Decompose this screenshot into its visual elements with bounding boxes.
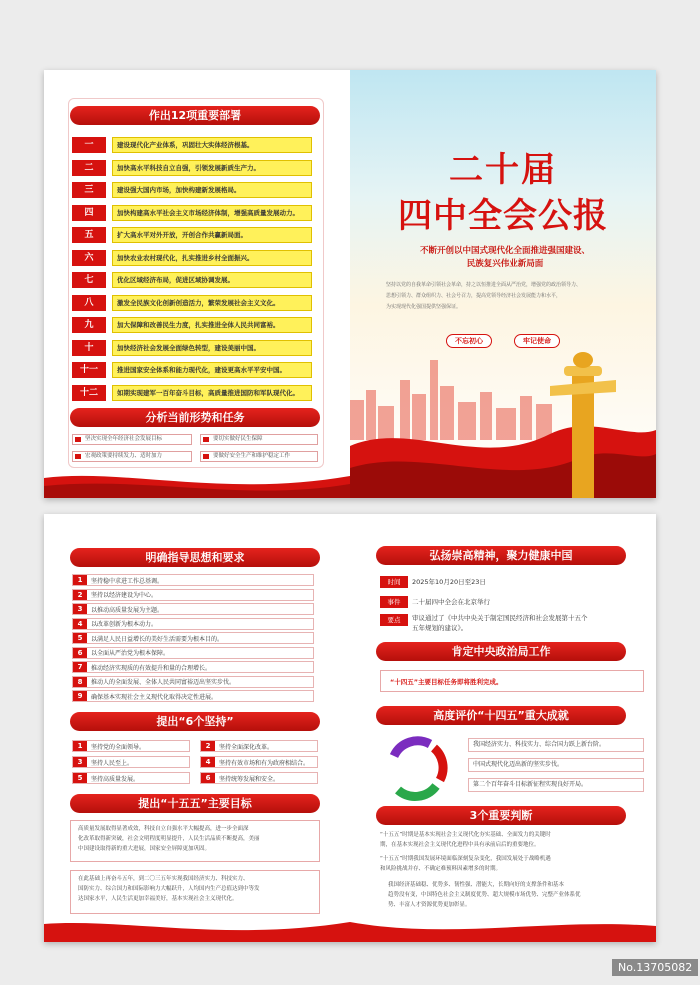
adhere-text: 坚持全面深化改革。: [219, 743, 274, 751]
para-line: “十五五”时期我国发展环境面临深刻复杂变化，我国发展处于战略机遇: [380, 856, 551, 862]
adhere-row: [200, 740, 318, 752]
time-text: 2025年10月20日至23日: [412, 578, 486, 586]
key-line: 审议通过了《中共中央关于制定国民经济和社会发展第十五个: [412, 614, 588, 622]
adhere-text: 坚持党的全面领导。: [91, 743, 146, 751]
guidance-row: [72, 690, 314, 702]
watermark: No.13705082: [612, 959, 698, 976]
analysis-item: 坚决实现全年经济社会发展目标: [72, 434, 192, 445]
adhere-row: [72, 756, 190, 768]
deployment-number: 四: [72, 205, 106, 221]
cover-title-1: 二十届: [449, 150, 557, 190]
adhere-number: 6: [201, 773, 215, 783]
analysis-item: 要做好安全生产和维护稳定工作: [200, 451, 318, 462]
para-line: 期，在基本实现社会主义现代化进程中具有承前启后的重要地位。: [380, 842, 540, 848]
deployment-text: 加快经济社会发展全面绿色转型，建设美丽中国。: [112, 340, 312, 356]
para-line: 我国经济基础稳、优势多、韧性强、潜能大，长期向好的支撑条件和基本: [388, 882, 565, 888]
adhere-row: [200, 772, 318, 784]
deployment-text: 推进国家安全体系和能力现代化，建设更高水平平安中国。: [112, 362, 312, 378]
deployment-row: [72, 226, 312, 244]
deployment-number: 二: [72, 160, 106, 176]
deployment-row: [72, 204, 312, 222]
guidance-text: 以满足人民日益增长的美好生活需要为根本目的。: [91, 635, 224, 643]
cover-body: [386, 280, 622, 313]
guidance-row: [72, 589, 314, 601]
guidance-number: 5: [73, 633, 87, 643]
judgment-paragraph-2: [380, 854, 648, 874]
deployment-number: 五: [72, 227, 106, 243]
analysis-item: 宏观政策要持续发力、适时加力: [72, 451, 192, 462]
guidance-panel: [44, 514, 350, 942]
adhere-text: 坚持统筹发展和安全。: [219, 775, 280, 783]
cover-subtitle: [380, 245, 630, 271]
guidance-text: 推动人的全面发展、全体人民共同富裕迈出坚实步伐。: [91, 679, 236, 686]
guidance-row: [72, 676, 314, 688]
adhere-row: [200, 756, 318, 768]
para-line: 达国家水平，人民生活更加幸福美好，基本实现社会主义现代化。: [78, 896, 238, 902]
body-line: 思想引领力、群众组织力、社会号召力，提高党领导经济社会发展能力和水平，: [386, 293, 562, 299]
guidance-row: [72, 661, 314, 673]
deployment-row: [72, 384, 312, 402]
deployment-row: [72, 361, 312, 379]
event-tag: 事件: [380, 596, 408, 608]
subtitle-line: 不断开创以中国式现代化全面推进强国建设、: [419, 246, 590, 256]
deployments-panel: [44, 70, 350, 498]
red-ribbon: [350, 918, 656, 942]
deployment-text: 激发全民族文化创新创造活力，繁荣发展社会主义文化。: [112, 295, 312, 311]
guidance-number: 8: [73, 677, 87, 687]
guidance-text: 坚持稳中求进工作总基调。: [91, 577, 164, 585]
para-line: 化改革取得新突破，社会文明程度明显提升，人民生活品质不断提高，美丽: [78, 836, 260, 842]
deployment-number: 八: [72, 295, 106, 311]
guidance-text: 以推动高质量发展为主题。: [91, 606, 164, 614]
spirit-heading: 弘扬崇高精神，聚力健康中国: [376, 546, 626, 565]
adhere-heading: 提出“6个坚持”: [70, 712, 320, 731]
adhere-text: 坚持有效市场和有为政府相结合。: [219, 759, 310, 767]
evaluate-arc: [394, 741, 430, 756]
adhere-number: 2: [201, 741, 215, 751]
affirm-text: “十四五”主要目标任务即将胜利完成。: [390, 678, 503, 686]
deployment-row: [72, 159, 312, 177]
deployment-number: 七: [72, 272, 106, 288]
para-line: 国防实力、综合国力和国际影响力大幅跃升，人均国内生产总值达到中等发: [78, 886, 260, 892]
deployment-text: 扩大高水平对外开放，开创合作共赢新局面。: [112, 227, 312, 243]
judgment-paragraph-3: [388, 880, 648, 910]
adhere-row: [72, 740, 190, 752]
judgments-heading: 3个重要判断: [376, 806, 626, 825]
affirm-heading: 肯定中央政治局工作: [376, 642, 626, 661]
guidance-text: 坚持以经济建设为中心。: [91, 592, 158, 599]
guidance-number: 1: [73, 575, 87, 585]
adhere-number: 3: [73, 757, 87, 767]
goals-paragraph-2: [78, 874, 316, 904]
adhere-text: 坚持高质量发展。: [91, 775, 140, 783]
analysis-heading: 分析当前形势和任务: [70, 408, 320, 427]
deployment-text: 建设强大国内市场，加快构建新发展格局。: [112, 182, 312, 198]
guidance-number: 3: [73, 604, 87, 614]
adhere-number: 4: [201, 757, 215, 767]
city-skyline-illustration: [350, 350, 656, 498]
guidance-number: 6: [73, 648, 87, 658]
guidance-heading: 明确指导思想和要求: [70, 548, 320, 567]
evaluate-heading: 高度评价“十四五”重大成就: [376, 706, 626, 725]
para-line: 中国建设取得新的重大进展，国家安全屏障更加巩固。: [78, 846, 211, 852]
subtitle-line: 民族复兴伟业新局面: [466, 259, 544, 269]
guidance-number: 4: [73, 619, 87, 629]
guidance-text: 以改革创新为根本动力。: [91, 621, 158, 628]
deployment-text: 优化区域经济布局，促进区域协调发展。: [112, 272, 312, 288]
evaluate-arc-graphic: [380, 734, 460, 802]
time-tag: 时间: [380, 576, 408, 588]
deployment-row: [72, 249, 312, 267]
para-line: 趋势没有变，中国特色社会主义制度优势、超大规模市场优势、完整产业体系优: [388, 892, 581, 898]
adhere-number: 1: [73, 741, 87, 751]
para-line: 在此基础上再奋斗五年，到二〇三五年实现我国经济实力、科技实力、: [78, 876, 249, 882]
deployment-row: [72, 136, 312, 154]
guidance-number: 7: [73, 662, 87, 672]
deployment-row: [72, 339, 312, 357]
cover-panel: [350, 70, 656, 498]
event-text: 二十届四中全会在北京举行: [412, 598, 490, 606]
deployment-row: [72, 271, 312, 289]
red-ribbon: [44, 468, 350, 498]
deployment-number: 十一: [72, 362, 106, 378]
deployment-number: 一: [72, 137, 106, 153]
guidance-text: 确保基本实现社会主义现代化取得决定性进展。: [91, 693, 218, 701]
guidance-text: 以全面从严治党为根本保障。: [91, 650, 170, 657]
deployment-row: [72, 181, 312, 199]
slogan-badge: 不忘初心: [446, 334, 492, 348]
deployment-text: 如期实现建军一百年奋斗目标，高质量推进国防和军队现代化。: [112, 385, 312, 401]
deployment-text: 加快高水平科技自立自强，引领发展新质生产力。: [112, 160, 312, 176]
deployment-row: [72, 294, 312, 312]
bottom-spread: [44, 514, 656, 942]
deployment-text: 加快农业农村现代化，扎实推进乡村全面振兴。: [112, 250, 312, 266]
top-spread: [44, 70, 656, 498]
deployment-text: 建设现代化产业体系，巩固壮大实体经济根基。: [112, 137, 312, 153]
guidance-row: [72, 618, 314, 630]
goals-paragraph-1: [78, 824, 316, 854]
goals-heading: 提出“十五五”主要目标: [70, 794, 320, 813]
evaluate-arc: [398, 786, 436, 796]
guidance-row: [72, 632, 314, 644]
cover-title-2: 四中全会公报: [398, 196, 608, 236]
evaluate-item: 我国经济实力、科技实力、综合国力跃上新台阶。: [468, 738, 644, 752]
judgment-paragraph-1: [380, 830, 648, 850]
deployment-text: 加大保障和改善民生力度，扎实推进全体人民共同富裕。: [112, 317, 312, 333]
evaluate-item: 中国式现代化迈出新的坚实步伐。: [468, 758, 644, 772]
adhere-text: 坚持人民至上。: [91, 759, 134, 767]
deployment-number: 九: [72, 317, 106, 333]
guidance-row: [72, 603, 314, 615]
guidance-number: 2: [73, 590, 87, 600]
key-tag: 要点: [380, 614, 408, 626]
guidance-text: 推动经济实现质的有效提升和量的合理增长。: [91, 664, 212, 672]
para-line: “十五五”时期是基本实现社会主义现代化夯实基础、全面发力的关键时: [380, 832, 551, 838]
evaluate-item: 第二个百年奋斗目标新征程实现良好开局。: [468, 778, 644, 792]
deployments-heading: 作出12项重要部署: [70, 106, 320, 125]
body-line: 坚持以党的自我革命引领社会革命，持之以恒推进全面从严治党，增强党的政治领导力、: [386, 282, 582, 288]
slogan-badge: 牢记使命: [514, 334, 560, 348]
key-text: [412, 613, 652, 633]
analysis-item: 要切实做好民生保障: [200, 434, 318, 445]
para-line: 高质量发展取得显著成效，科技自立自强水平大幅提高，进一步全面深: [78, 826, 249, 832]
deployment-text: 加快构建高水平社会主义市场经济体制，增强高质量发展动力。: [112, 205, 312, 221]
deployment-row: [72, 316, 312, 334]
guidance-number: 9: [73, 691, 87, 701]
key-line: 五年规划的建议》。: [412, 624, 468, 632]
guidance-row: [72, 574, 314, 586]
guidance-row: [72, 647, 314, 659]
red-ribbon: [44, 918, 350, 942]
deployment-number: 三: [72, 182, 106, 198]
adhere-row: [72, 772, 190, 784]
adhere-number: 5: [73, 773, 87, 783]
deployment-number: 十二: [72, 385, 106, 401]
para-line: 势、丰富人才资源优势更加彰显。: [388, 902, 471, 908]
deployment-number: 六: [72, 250, 106, 266]
para-line: 和风险挑战并存、不确定难预料因素增多的时期。: [380, 866, 502, 872]
deployment-number: 十: [72, 340, 106, 356]
body-line: 为实现现代化强国提供坚强保证。: [386, 304, 462, 310]
evaluate-arc: [434, 748, 443, 780]
